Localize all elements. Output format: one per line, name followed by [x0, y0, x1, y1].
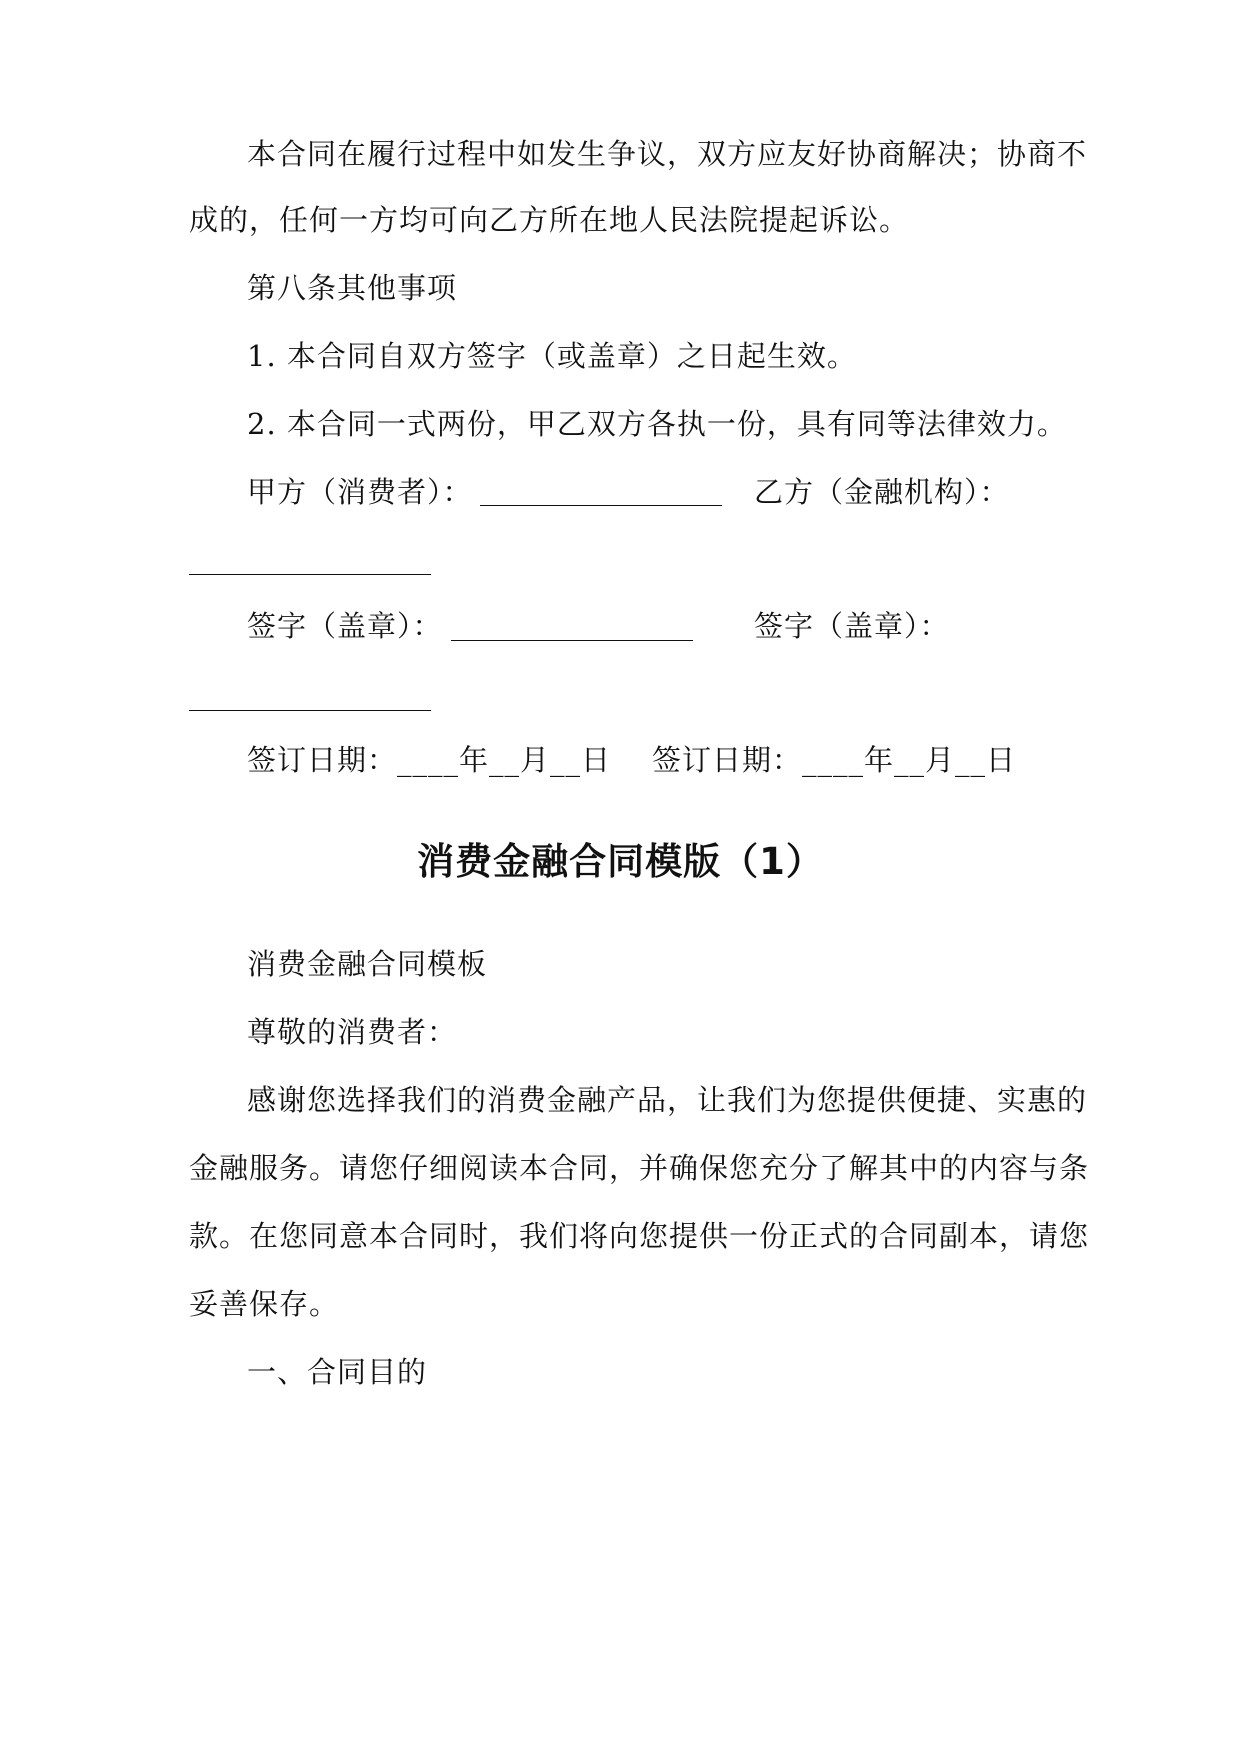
- sign-b-signature-line: [189, 710, 431, 711]
- intro-line-3: 款。在您同意本合同时，我们将向您提供一份正式的合同副本，请您: [189, 1219, 1090, 1253]
- document-title: 消费金融合同模版（1）: [417, 840, 824, 883]
- disputes-line-2: 成的，任何一方均可向乙方所在地人民法院提起诉讼。: [189, 203, 910, 237]
- sign-a-signature-line: [451, 640, 693, 641]
- intro-line-1: 感谢您选择我们的消费金融产品，让我们为您提供便捷、实惠的: [247, 1083, 1088, 1117]
- disputes-line-1: 本合同在履行过程中如发生争议，双方应友好协商解决；协商不: [247, 137, 1088, 171]
- intro-line-2: 金融服务。请您仔细阅读本合同，并确保您充分了解其中的内容与条: [189, 1151, 1090, 1185]
- party-a-signature-line: [480, 505, 722, 506]
- date-a: 签订日期：____年__月__日: [247, 743, 612, 777]
- intro-line-4: 妥善保存。: [189, 1287, 340, 1321]
- article-8-item-1: 1. 本合同自双方签字（或盖章）之日起生效。: [247, 339, 857, 373]
- sign-a-label: 签字（盖章）：: [247, 609, 443, 643]
- greeting: 尊敬的消费者：: [247, 1015, 458, 1049]
- sign-b-label: 签字（盖章）：: [754, 609, 950, 643]
- article-8-item-2: 2. 本合同一式两份，甲乙双方各执一份，具有同等法律效力。: [247, 407, 1067, 441]
- template-subtitle: 消费金融合同模板: [247, 947, 488, 981]
- party-a-label: 甲方（消费者）：: [247, 475, 473, 509]
- party-b-label: 乙方（金融机构）：: [754, 475, 1010, 509]
- date-b: 签订日期：____年__月__日: [652, 743, 1017, 777]
- section-1-heading: 一、合同目的: [247, 1355, 428, 1389]
- article-8-heading: 第八条其他事项: [247, 271, 458, 305]
- party-b-signature-line: [189, 574, 431, 575]
